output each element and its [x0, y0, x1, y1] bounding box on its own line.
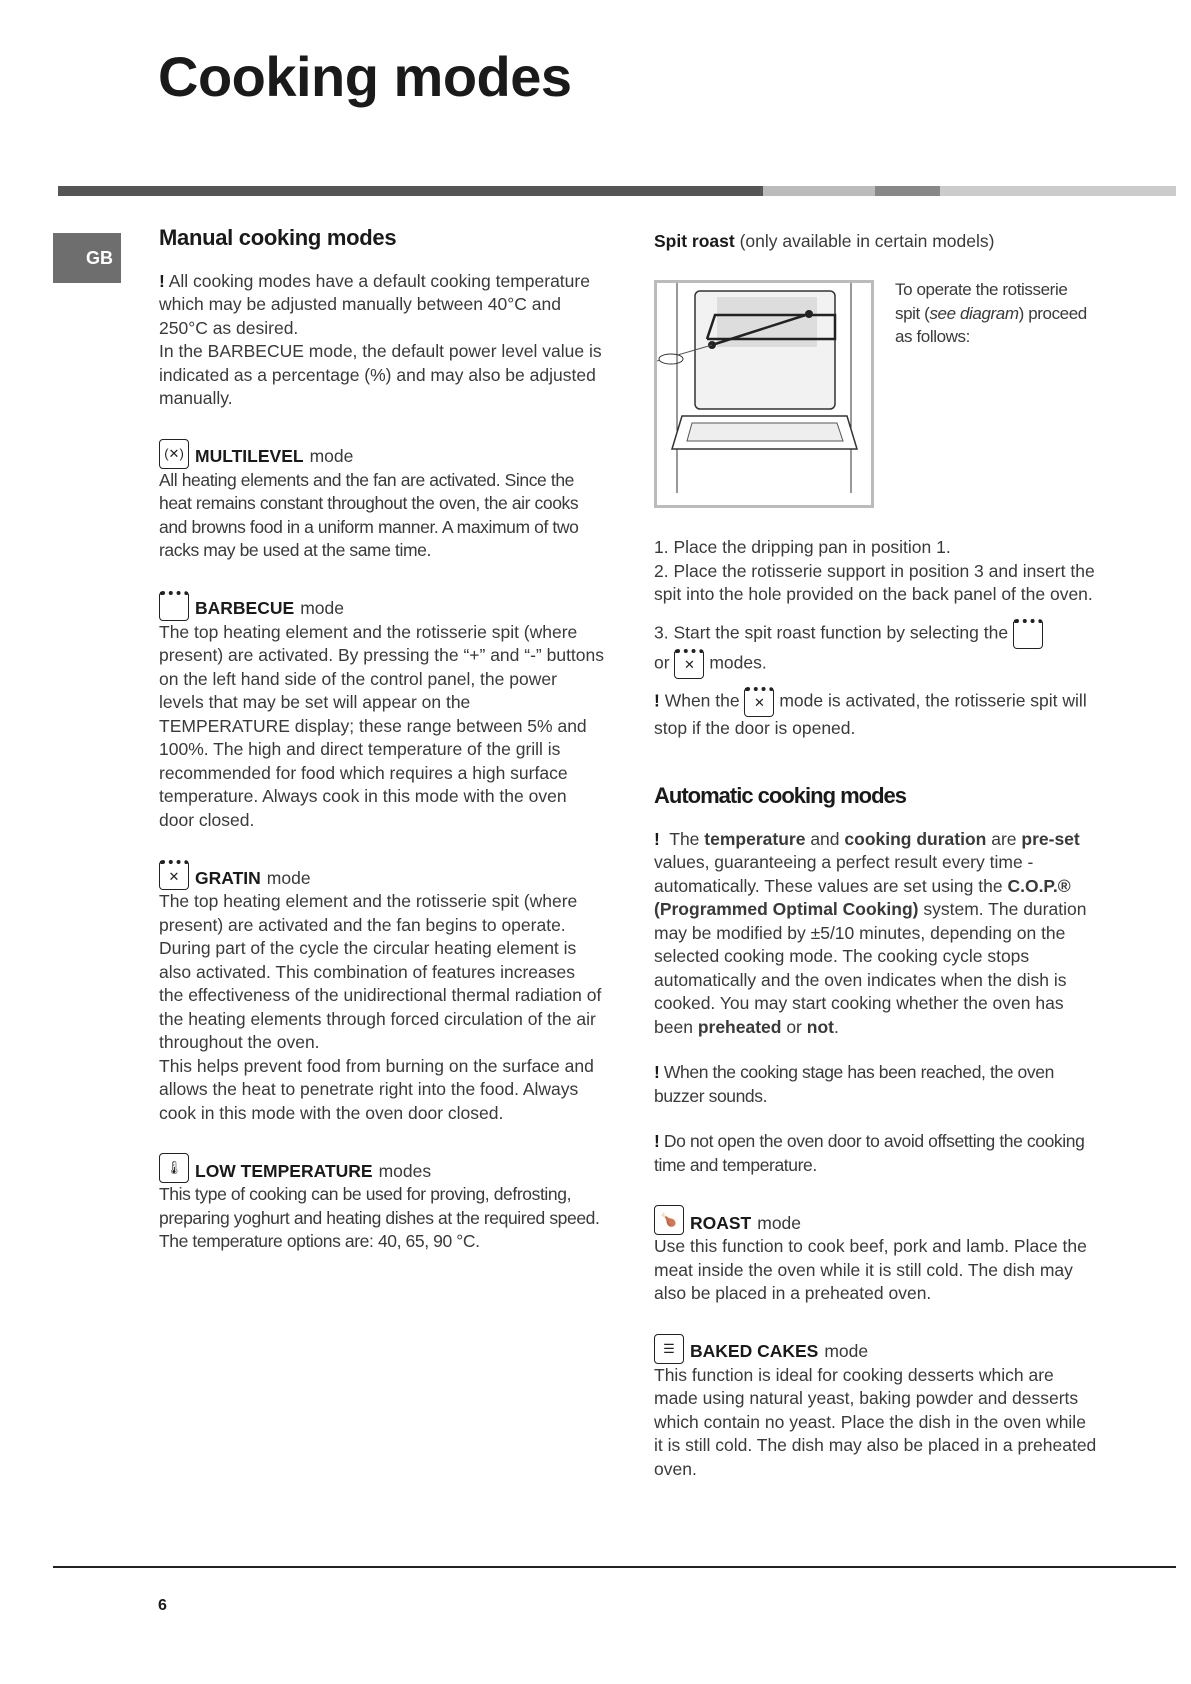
gratin-text-2: This helps prevent food from burning on the surface and allows the heat to penetrate right into the food. Always cook in this mode with the oven door closed.	[159, 1055, 594, 1123]
manual-heading: Manual cooking modes	[159, 225, 397, 250]
note-door: ! Do not open the oven door to avoid offsetting the cooking time and temperature.	[654, 1131, 1085, 1175]
cake-icon: ☰	[654, 1334, 684, 1364]
barbecue-text: The top heating element and the rotisserie spit (where present) are activated. By pressing the “+” and “-” buttons on the left hand side of the control panel, the power levels that may be set will appear on the TEMPERATURE display; these range between 5% and 100%. The high and direct temperature of the grill is recommended for food which requires a high surface temperature. Always cook in this mode with the oven door closed.	[159, 621, 605, 830]
grill-icon	[159, 591, 189, 621]
gratin-heading: ✕ GRATIN mode	[159, 860, 604, 890]
oven-diagram	[654, 280, 874, 508]
footer-rule	[53, 1566, 1176, 1568]
grill-fan-icon: ✕	[159, 860, 189, 890]
intro-text: All cooking modes have a default cooking temperature which may be adjusted manually between 40°C and 250°C as desired.	[159, 270, 590, 338]
multilevel-heading: (✕) MULTILEVEL mode	[159, 439, 604, 469]
grill-fan-icon: ✕	[744, 687, 774, 717]
rotisserie-diagram-icon	[657, 283, 871, 505]
step-1: 1. Place the dripping pan in position 1.	[654, 537, 951, 557]
low-temp-heading: 🌡 LOW TEMPERATURE modes	[159, 1153, 604, 1183]
language-tab: GB	[53, 233, 121, 283]
page-number: 6	[158, 1597, 167, 1614]
note-buzzer: ! When the cooking stage has been reached, the oven buzzer sounds.	[654, 1062, 1054, 1106]
step-3: 3. Start the spit roast function by selecting the or ✕ modes.	[654, 619, 1099, 679]
spit-intro: To operate the rotisserie spit (see diagram) proceed as follows:	[895, 280, 1087, 346]
roast-text: Use this function to cook beef, pork and lamb. Place the meat inside the oven while it is still cold. The dish may also be placed in a preheated oven.	[654, 1236, 1087, 1303]
multilevel-text: All heating elements and the fan are activated. Since the heat remains constant throughout the oven, the air cooks and browns food in a uniform manner. A maximum of two racks may be used at the same time.	[159, 469, 579, 560]
spit-roast-heading: Spit roast (only available in certain models)	[654, 231, 995, 251]
fan-ring-icon: (✕)	[159, 439, 189, 469]
step-2: 2. Place the rotisserie support in position 3 and insert the spit into the hole provided on the back panel of the oven.	[654, 560, 1095, 604]
right-column-body	[654, 536, 1099, 1481]
page-title: Cooking modes	[158, 45, 572, 108]
exclamation: !	[159, 270, 165, 291]
baked-cakes-text: This function is ideal for cooking desserts which are made using natural yeast, baking powder and desserts which contain no yeast. Place the dish in the oven while it is still cold. The dish may also be placed in a preheated oven.	[654, 1364, 1097, 1479]
spit-warning: ! When the ✕ mode is activated, the rotisserie spit will stop if the door is opened.	[654, 687, 1099, 741]
grill-icon	[1013, 619, 1043, 649]
baked-cakes-heading: ☰ BAKED CAKES mode	[654, 1334, 1099, 1364]
auto-heading: Automatic cooking modes	[654, 783, 907, 808]
left-column	[159, 226, 604, 1254]
auto-intro: ! The temperature and cooking duration are pre-set values, guaranteeing a perfect result every time - automatically. These values are set using the C.O.P.® (Programmed Optimal Cooking) system. The duration may be modified by ±5/10 minutes, depending on the selected cooking mode. The cooking cycle stops automatically and the oven indicates when the dish is cooked. You may start cooking whether the oven has been preheated or not.	[654, 828, 1087, 1037]
roast-icon: 🍗	[654, 1205, 684, 1235]
grill-fan-icon: ✕	[674, 649, 704, 679]
thermometer-icon: 🌡	[159, 1153, 189, 1183]
gratin-text: The top heating element and the rotisserie spit (where present) are activated and the fan begins to operate. During part of the cycle the circular heating element is also activated. This combination of features increases the effectiveness of the unidirectional thermal radiation of the heating elements through forced circulation of the air throughout the oven.	[159, 891, 602, 1052]
intro-text-2: In the BARBECUE mode, the default power level value is indicated as a percentage (%) and may also be adjusted manually.	[159, 341, 602, 408]
low-temp-text: This type of cooking can be used for proving, defrosting, preparing yoghurt and heating dishes at the required speed. The temperature options are: 40, 65, 90 °C.	[159, 1184, 600, 1251]
right-column	[654, 230, 1099, 254]
barbecue-heading: BARBECUE mode	[159, 591, 604, 621]
roast-heading: 🍗 ROAST mode	[654, 1205, 1099, 1235]
